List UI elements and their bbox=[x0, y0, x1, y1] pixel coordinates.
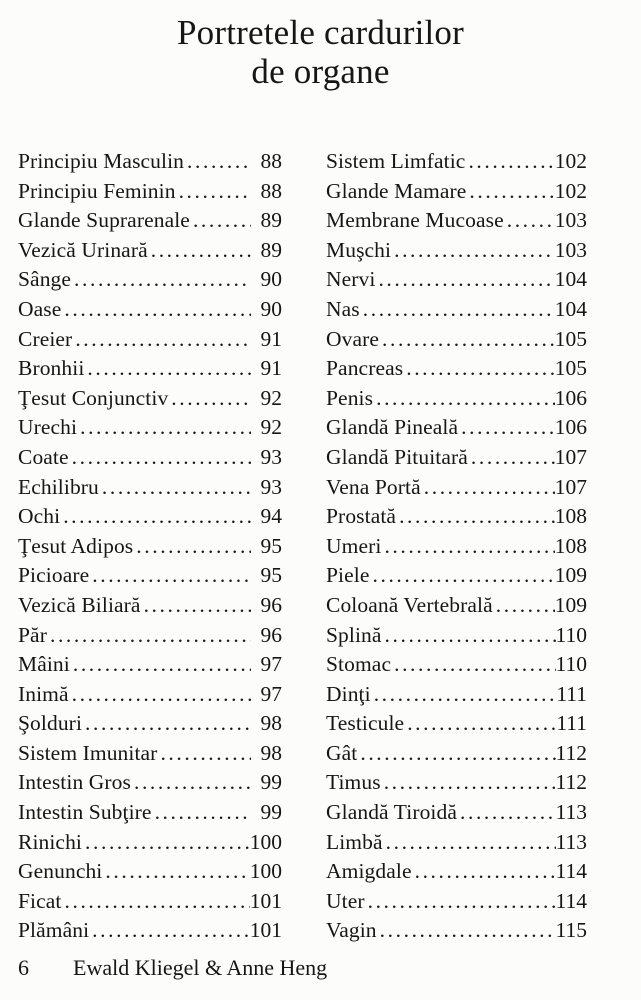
toc-entry bbox=[18, 798, 282, 828]
toc-dot-leader bbox=[179, 177, 251, 207]
toc-dot-leader bbox=[134, 768, 251, 798]
toc-dot-leader bbox=[380, 916, 556, 946]
toc-entry bbox=[326, 650, 587, 680]
toc-entry-label: Piele bbox=[326, 563, 370, 588]
toc-entry bbox=[326, 532, 587, 562]
toc-entry-label: Vezică Biliară bbox=[18, 592, 141, 617]
toc-dot-leader bbox=[72, 443, 251, 473]
toc-dot-leader bbox=[468, 147, 554, 177]
toc-page-number: 108 bbox=[554, 504, 587, 529]
toc-dot-leader bbox=[507, 206, 555, 236]
page-title-line1: Portretele cardurilor bbox=[177, 13, 464, 52]
toc-entry-label: Muşchi bbox=[326, 237, 392, 262]
toc-page-number: 92 bbox=[260, 415, 282, 440]
toc-page-number: 98 bbox=[260, 740, 282, 765]
toc-page-number: 94 bbox=[260, 504, 282, 529]
toc-entry bbox=[18, 650, 282, 680]
toc-entry bbox=[18, 473, 282, 503]
toc-entry bbox=[18, 384, 282, 414]
toc-page-number: 99 bbox=[260, 770, 282, 795]
toc-entry-label: Păr bbox=[18, 622, 47, 647]
toc-page-number: 107 bbox=[554, 444, 587, 469]
toc-dot-leader bbox=[155, 798, 251, 828]
toc-dot-leader bbox=[85, 709, 251, 739]
table-of-contents bbox=[0, 147, 641, 946]
toc-page-number: 115 bbox=[555, 918, 587, 943]
toc-dot-leader bbox=[85, 828, 250, 858]
toc-entry bbox=[18, 739, 282, 769]
toc-dot-leader bbox=[92, 561, 251, 591]
toc-dot-leader bbox=[407, 709, 556, 739]
toc-dot-leader bbox=[92, 916, 250, 946]
toc-page-number: 88 bbox=[260, 149, 282, 173]
toc-entry bbox=[326, 177, 587, 207]
toc-dot-leader bbox=[382, 325, 555, 355]
toc-entry-label: Principiu Feminin bbox=[18, 178, 176, 203]
toc-page-number: 106 bbox=[554, 415, 587, 440]
toc-entry bbox=[18, 768, 282, 798]
toc-entry bbox=[18, 857, 282, 887]
toc-entry bbox=[326, 413, 587, 443]
toc-entry bbox=[18, 502, 282, 532]
toc-entry-label: Glandă Tiroidă bbox=[326, 800, 457, 825]
toc-entry bbox=[18, 443, 282, 473]
toc-page-number: 92 bbox=[260, 385, 282, 410]
toc-page-number: 113 bbox=[555, 800, 587, 825]
toc-entry-label: Picioare bbox=[18, 563, 90, 588]
toc-entry-label: Şolduri bbox=[18, 711, 83, 736]
toc-dot-leader bbox=[144, 591, 251, 621]
toc-page-number: 109 bbox=[554, 592, 587, 617]
toc-column-left bbox=[18, 147, 282, 946]
toc-entry bbox=[326, 325, 587, 355]
toc-dot-leader bbox=[74, 265, 251, 295]
toc-entry bbox=[18, 325, 282, 355]
toc-dot-leader bbox=[136, 532, 251, 562]
toc-dot-leader bbox=[360, 739, 555, 769]
toc-entry bbox=[18, 887, 282, 917]
toc-dot-leader bbox=[406, 354, 555, 384]
toc-dot-leader bbox=[424, 473, 555, 503]
toc-entry bbox=[18, 206, 282, 236]
toc-entry-label: Splină bbox=[326, 622, 382, 647]
toc-dot-leader bbox=[73, 650, 251, 680]
toc-page-number: 106 bbox=[554, 385, 587, 410]
toc-page-number: 95 bbox=[260, 563, 282, 588]
toc-dot-leader bbox=[102, 473, 251, 503]
toc-entry bbox=[326, 887, 587, 917]
toc-entry bbox=[18, 621, 282, 651]
toc-entry-label: Principiu Masculin bbox=[18, 149, 185, 173]
toc-dot-leader bbox=[80, 413, 251, 443]
toc-entry bbox=[326, 768, 587, 798]
toc-entry-label: Coloană Vertebrală bbox=[326, 592, 493, 617]
toc-page-number: 102 bbox=[554, 178, 587, 203]
toc-dot-leader bbox=[187, 147, 251, 177]
toc-entry bbox=[18, 413, 282, 443]
toc-entry-label: Stomac bbox=[326, 652, 392, 677]
toc-dot-leader bbox=[415, 857, 556, 887]
toc-entry-label: Vezică Urinară bbox=[18, 237, 148, 262]
toc-page-number: 103 bbox=[554, 208, 587, 233]
toc-page-number: 93 bbox=[260, 444, 282, 469]
toc-entry-label: Mâini bbox=[18, 652, 70, 677]
toc-page-number: 98 bbox=[260, 711, 282, 736]
toc-page-number: 96 bbox=[260, 592, 282, 617]
toc-entry-label: Uter bbox=[326, 888, 365, 913]
toc-entry-label: Ovare bbox=[326, 326, 380, 351]
toc-page-number: 100 bbox=[249, 829, 282, 854]
toc-page-number: 113 bbox=[555, 829, 587, 854]
toc-page-number: 90 bbox=[260, 296, 282, 321]
toc-entry-label: Ficat bbox=[18, 888, 62, 913]
toc-entry-label: Ţesut Conjunctiv bbox=[18, 385, 169, 410]
footer-page-number: 6 bbox=[18, 955, 29, 980]
toc-page-number: 107 bbox=[554, 474, 587, 499]
toc-entry bbox=[326, 265, 587, 295]
toc-page-number: 100 bbox=[249, 859, 282, 884]
toc-entry-label: Glande Suprarenale bbox=[18, 208, 190, 233]
toc-page-number: 99 bbox=[260, 800, 282, 825]
toc-page-number: 90 bbox=[260, 267, 282, 292]
toc-page-number: 105 bbox=[554, 356, 587, 381]
toc-dot-leader bbox=[75, 325, 251, 355]
toc-entry-label: Prostată bbox=[326, 504, 397, 529]
toc-entry-label: Dinţi bbox=[326, 681, 371, 706]
toc-page-number: 103 bbox=[554, 237, 587, 262]
toc-page-number: 102 bbox=[554, 149, 587, 173]
toc-entry bbox=[326, 739, 587, 769]
toc-dot-leader bbox=[87, 354, 251, 384]
toc-page-number: 97 bbox=[260, 681, 282, 706]
toc-entry-label: Nervi bbox=[326, 267, 376, 292]
toc-dot-leader bbox=[384, 532, 554, 562]
toc-entry bbox=[326, 857, 587, 887]
toc-dot-leader bbox=[368, 887, 556, 917]
toc-page-number: 111 bbox=[556, 711, 587, 736]
toc-page-number: 110 bbox=[555, 622, 587, 647]
toc-entry-label: Echilibru bbox=[18, 474, 99, 499]
toc-entry-label: Glandă Pituitară bbox=[326, 444, 468, 469]
toc-entry bbox=[326, 828, 587, 858]
toc-entry-label: Testicule bbox=[326, 711, 405, 736]
toc-entry-label: Glandă Pineală bbox=[326, 415, 459, 440]
toc-entry-label: Sistem Limfatic bbox=[326, 149, 466, 173]
toc-page-number: 104 bbox=[554, 296, 587, 321]
toc-dot-leader bbox=[496, 591, 555, 621]
toc-page-number: 109 bbox=[554, 563, 587, 588]
toc-entry-label: Gât bbox=[326, 740, 358, 765]
toc-entry bbox=[326, 502, 587, 532]
toc-entry-label: Oase bbox=[18, 296, 62, 321]
toc-dot-leader bbox=[394, 650, 555, 680]
toc-dot-leader bbox=[63, 502, 251, 532]
toc-entry bbox=[326, 473, 587, 503]
toc-entry bbox=[18, 916, 282, 946]
toc-dot-leader bbox=[384, 768, 556, 798]
toc-entry bbox=[18, 709, 282, 739]
toc-entry-label: Coate bbox=[18, 444, 69, 469]
toc-entry bbox=[18, 532, 282, 562]
toc-page-number: 88 bbox=[260, 178, 282, 203]
toc-dot-leader bbox=[469, 177, 554, 207]
toc-entry bbox=[326, 680, 587, 710]
toc-page-number: 112 bbox=[555, 770, 587, 795]
toc-column-right bbox=[326, 147, 587, 946]
toc-entry bbox=[18, 177, 282, 207]
page-title-line2: de organe bbox=[251, 52, 390, 91]
toc-entry bbox=[18, 265, 282, 295]
toc-dot-leader bbox=[461, 413, 555, 443]
toc-dot-leader bbox=[373, 561, 555, 591]
toc-entry bbox=[326, 236, 587, 266]
toc-page-number: 91 bbox=[260, 356, 282, 381]
toc-entry bbox=[18, 828, 282, 858]
toc-entry bbox=[326, 591, 587, 621]
toc-entry bbox=[326, 147, 587, 177]
toc-page-number: 105 bbox=[554, 326, 587, 351]
toc-entry bbox=[18, 295, 282, 325]
toc-page-number: 89 bbox=[260, 208, 282, 233]
toc-entry bbox=[326, 798, 587, 828]
toc-entry-label: Ţesut Adipos bbox=[18, 533, 134, 558]
toc-entry bbox=[326, 354, 587, 384]
toc-entry bbox=[326, 916, 587, 946]
toc-page-number: 89 bbox=[260, 237, 282, 262]
toc-entry bbox=[326, 561, 587, 591]
toc-entry-label: Nas bbox=[326, 296, 360, 321]
toc-dot-leader bbox=[160, 739, 251, 769]
toc-entry-label: Ochi bbox=[18, 504, 61, 529]
toc-dot-leader bbox=[376, 384, 555, 414]
toc-entry-label: Penis bbox=[326, 385, 374, 410]
toc-page-number: 112 bbox=[555, 740, 587, 765]
toc-entry-label: Inimă bbox=[18, 681, 69, 706]
toc-dot-leader bbox=[363, 295, 555, 325]
toc-dot-leader bbox=[65, 887, 250, 917]
toc-page-number: 91 bbox=[260, 326, 282, 351]
toc-entry-label: Vena Portă bbox=[326, 474, 421, 499]
toc-page-number: 114 bbox=[555, 888, 587, 913]
toc-page-number: 104 bbox=[554, 267, 587, 292]
toc-entry-label: Vagin bbox=[326, 918, 377, 943]
toc-dot-leader bbox=[105, 857, 249, 887]
toc-dot-leader bbox=[394, 236, 555, 266]
toc-entry bbox=[18, 354, 282, 384]
toc-dot-leader bbox=[72, 680, 251, 710]
toc-entry-label: Membrane Mucoase bbox=[326, 208, 504, 233]
toc-entry-label: Intestin Subţire bbox=[18, 800, 152, 825]
toc-dot-leader bbox=[471, 443, 555, 473]
toc-page-number: 101 bbox=[249, 918, 282, 943]
toc-entry bbox=[18, 680, 282, 710]
toc-entry-label: Glande Mamare bbox=[326, 178, 467, 203]
toc-entry-label: Umeri bbox=[326, 533, 382, 558]
toc-entry bbox=[18, 147, 282, 177]
toc-page-number: 114 bbox=[555, 859, 587, 884]
footer bbox=[18, 953, 327, 983]
toc-entry-label: Sistem Imunitar bbox=[18, 740, 158, 765]
page-title bbox=[0, 0, 641, 91]
toc-entry-label: Rinichi bbox=[18, 829, 83, 854]
toc-entry-label: Creier bbox=[18, 326, 73, 351]
toc-dot-leader bbox=[151, 236, 251, 266]
toc-page-number: 101 bbox=[249, 888, 282, 913]
footer-authors: Ewald Kliegel & Anne Heng bbox=[73, 955, 328, 980]
toc-dot-leader bbox=[385, 621, 556, 651]
toc-entry-label: Amigdale bbox=[326, 859, 412, 884]
toc-dot-leader bbox=[50, 621, 251, 651]
toc-entry-label: Pancreas bbox=[326, 356, 404, 381]
toc-dot-leader bbox=[378, 265, 554, 295]
toc-page-number: 110 bbox=[555, 652, 587, 677]
toc-entry-label: Bronhii bbox=[18, 356, 85, 381]
toc-entry-label: Timus bbox=[326, 770, 381, 795]
toc-dot-leader bbox=[64, 295, 251, 325]
toc-dot-leader bbox=[193, 206, 251, 236]
toc-entry bbox=[326, 709, 587, 739]
toc-entry-label: Limbă bbox=[326, 829, 383, 854]
toc-entry bbox=[18, 591, 282, 621]
toc-page-number: 108 bbox=[554, 533, 587, 558]
toc-entry bbox=[18, 561, 282, 591]
toc-dot-leader bbox=[374, 680, 557, 710]
toc-dot-leader bbox=[386, 828, 556, 858]
toc-entry bbox=[326, 384, 587, 414]
toc-dot-leader bbox=[399, 502, 555, 532]
toc-entry bbox=[18, 236, 282, 266]
toc-entry bbox=[326, 206, 587, 236]
toc-dot-leader bbox=[460, 798, 556, 828]
toc-entry-label: Genunchi bbox=[18, 859, 103, 884]
toc-page-number: 97 bbox=[260, 652, 282, 677]
toc-entry-label: Intestin Gros bbox=[18, 770, 131, 795]
toc-entry bbox=[326, 295, 587, 325]
toc-entry bbox=[326, 443, 587, 473]
toc-page-number: 95 bbox=[260, 533, 282, 558]
toc-dot-leader bbox=[171, 384, 251, 414]
toc-entry bbox=[326, 621, 587, 651]
toc-page-number: 111 bbox=[556, 681, 587, 706]
toc-page-number: 93 bbox=[260, 474, 282, 499]
toc-entry-label: Urechi bbox=[18, 415, 78, 440]
toc-entry-label: Sânge bbox=[18, 267, 72, 292]
toc-entry-label: Plămâni bbox=[18, 918, 90, 943]
toc-page-number: 96 bbox=[260, 622, 282, 647]
